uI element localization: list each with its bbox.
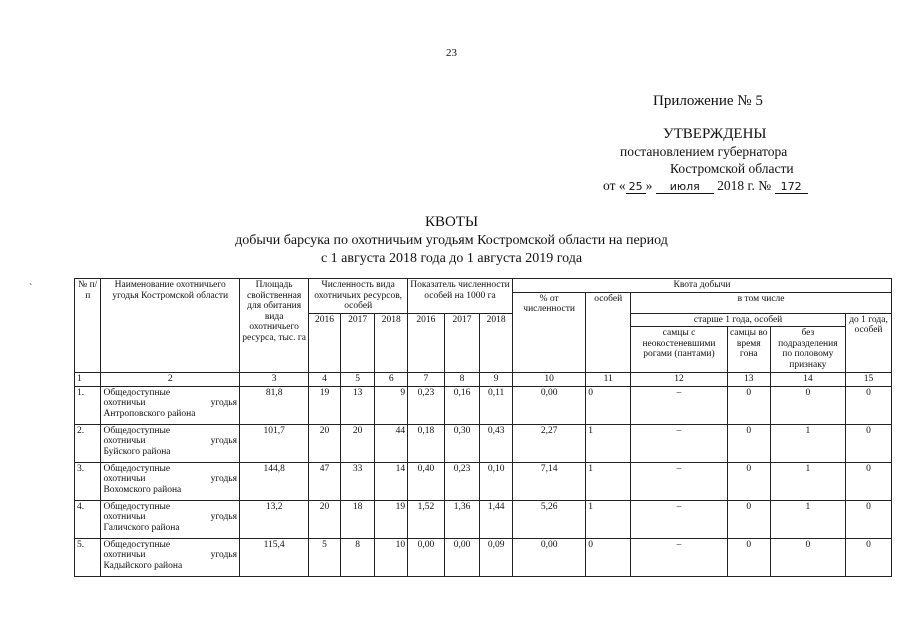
- row-area: 13,2: [240, 500, 309, 538]
- row-density-2016: 0,00: [408, 538, 445, 576]
- col-number: 7: [408, 373, 445, 387]
- name-word: угодья: [210, 550, 237, 560]
- document-title: КВОТЫ: [424, 214, 479, 230]
- row-rut: 0: [727, 500, 770, 538]
- header-area: Площадь свойственная для обитания вида охотничьего ресурса, тыс. га: [240, 279, 309, 373]
- name-line: Буйского района: [103, 446, 171, 457]
- table-row: [75, 500, 892, 538]
- name-line: Общедоступные: [103, 501, 171, 512]
- row-area: 115,4: [240, 538, 309, 576]
- row-density-2016: 0,40: [408, 462, 445, 500]
- header-nosex: без подразделения по половому признаку: [770, 327, 845, 373]
- row-individuals: 0: [586, 538, 631, 576]
- row-count-2016: 47: [309, 462, 341, 500]
- row-num: 2.: [75, 424, 101, 462]
- name-word: охотничьи: [103, 474, 146, 484]
- row-num: 4.: [75, 500, 101, 538]
- header-percent: % от численности: [512, 292, 585, 373]
- row-under1: 0: [846, 386, 892, 424]
- row-percent: 0,00: [512, 386, 585, 424]
- name-line: Галичского района: [103, 522, 180, 533]
- name-word: угодья: [210, 474, 237, 484]
- table-row: [75, 424, 892, 462]
- header-males: самцы с неокостеневшими рогами (пантами): [631, 327, 728, 373]
- col-number: 8: [444, 373, 480, 387]
- header-including: в том числе: [631, 292, 892, 313]
- row-density-2016: 0,18: [408, 424, 445, 462]
- row-count-2017: 20: [340, 424, 375, 462]
- name-word: охотничьи: [103, 512, 146, 522]
- name-word: охотничьи: [103, 550, 146, 560]
- row-count-2016: 20: [309, 500, 341, 538]
- header-2018-count: 2018: [375, 313, 408, 373]
- row-nosex: 0: [770, 386, 845, 424]
- date-year: 2018 г. №: [717, 178, 772, 193]
- header-name: Наименование охотничьего угодья Костромской области: [101, 279, 240, 373]
- row-individuals: 1: [586, 462, 631, 500]
- col-number: 10: [512, 373, 585, 387]
- header-rut: самцы во время гона: [727, 327, 770, 373]
- name-word: угодья: [210, 512, 237, 522]
- name-line: Общедоступные: [103, 387, 171, 398]
- row-count-2018: 14: [375, 462, 408, 500]
- header-individuals: особей: [586, 292, 631, 373]
- name-line: Общедоступные: [103, 425, 171, 436]
- row-individuals: 0: [586, 386, 631, 424]
- row-individuals: 1: [586, 500, 631, 538]
- name-line: Общедоступные: [103, 463, 171, 474]
- header-density: Показатель численности особей на 1000 га: [408, 279, 513, 314]
- row-nosex: 0: [770, 538, 845, 576]
- col-number: 1: [75, 373, 101, 387]
- row-density-2017: 0,30: [444, 424, 480, 462]
- row-count-2018: 19: [375, 500, 408, 538]
- name-line: Антроповского района: [103, 408, 196, 419]
- header-2017-count: 2017: [340, 313, 375, 373]
- row-area: 101,7: [240, 424, 309, 462]
- margin-mark: `: [29, 283, 33, 294]
- page-number: 23: [446, 47, 457, 59]
- header-2016-density: 2016: [408, 313, 445, 373]
- col-number: 14: [770, 373, 845, 387]
- row-rut: 0: [727, 538, 770, 576]
- row-density-2016: 1,52: [408, 500, 445, 538]
- quota-table: [74, 278, 892, 577]
- col-number: 4: [309, 373, 341, 387]
- date-prefix: от «: [603, 178, 626, 193]
- column-number-row: [75, 373, 892, 387]
- row-males: –: [631, 424, 728, 462]
- name-word: угодья: [210, 398, 237, 408]
- row-name: [101, 462, 240, 500]
- row-rut: 0: [727, 386, 770, 424]
- row-individuals: 1: [586, 424, 631, 462]
- col-number: 5: [340, 373, 375, 387]
- row-count-2017: 18: [340, 500, 375, 538]
- row-males: –: [631, 538, 728, 576]
- row-name: [101, 424, 240, 462]
- header-under1: до 1 года, особей: [846, 313, 892, 373]
- row-count-2016: 20: [309, 424, 341, 462]
- header-2017-density: 2017: [444, 313, 480, 373]
- row-count-2018: 44: [375, 424, 408, 462]
- row-count-2017: 13: [340, 386, 375, 424]
- row-density-2017: 0,16: [444, 386, 480, 424]
- name-word: охотничьи: [103, 436, 146, 446]
- header-older: старше 1 года, особей: [631, 313, 846, 327]
- col-number: 13: [727, 373, 770, 387]
- row-males: –: [631, 386, 728, 424]
- date-mid: »: [645, 178, 653, 193]
- approval-title: УТВЕРЖДЕНЫ: [663, 126, 767, 142]
- row-num: 1.: [75, 386, 101, 424]
- row-percent: 2,27: [512, 424, 585, 462]
- row-nosex: 1: [770, 424, 845, 462]
- col-number: 3: [240, 373, 309, 387]
- row-males: –: [631, 500, 728, 538]
- row-count-2017: 8: [340, 538, 375, 576]
- approval-line2: Костромской области: [670, 161, 794, 176]
- document-subtitle-1: добычи барсука по охотничьим угодьям Костромской области на период: [235, 233, 668, 248]
- row-percent: 7,14: [512, 462, 585, 500]
- row-area: 81,8: [240, 386, 309, 424]
- approval-line1: постановлением губернатора: [620, 144, 788, 159]
- row-nosex: 1: [770, 462, 845, 500]
- row-density-2018: 0,09: [480, 538, 513, 576]
- header-num: № п/п: [75, 279, 101, 373]
- row-name: [101, 386, 240, 424]
- row-density-2018: 0,11: [480, 386, 513, 424]
- header-quota: Квота добычи: [512, 279, 891, 293]
- row-num: 3.: [75, 462, 101, 500]
- row-count-2018: 10: [375, 538, 408, 576]
- col-number: 9: [480, 373, 513, 387]
- row-count-2017: 33: [340, 462, 375, 500]
- header-row-1: [75, 279, 892, 293]
- row-density-2016: 0,23: [408, 386, 445, 424]
- row-density-2017: 0,00: [444, 538, 480, 576]
- row-under1: 0: [846, 500, 892, 538]
- row-density-2017: 1,36: [444, 500, 480, 538]
- date-month: июля: [656, 180, 714, 194]
- row-num: 5.: [75, 538, 101, 576]
- row-under1: 0: [846, 538, 892, 576]
- date-day: 25: [626, 180, 646, 194]
- row-under1: 0: [846, 462, 892, 500]
- row-count-2016: 19: [309, 386, 341, 424]
- col-number: 6: [375, 373, 408, 387]
- approval-date-line: [603, 178, 808, 194]
- name-line: Кадыйского района: [103, 560, 183, 571]
- row-count-2018: 9: [375, 386, 408, 424]
- row-percent: 5,26: [512, 500, 585, 538]
- row-percent: 0,00: [512, 538, 585, 576]
- row-rut: 0: [727, 424, 770, 462]
- row-name: [101, 538, 240, 576]
- name-line: Общедоступные: [103, 539, 171, 550]
- table-row: [75, 386, 892, 424]
- col-number: 11: [586, 373, 631, 387]
- col-number: 12: [631, 373, 728, 387]
- name-word: угодья: [210, 436, 237, 446]
- row-name: [101, 500, 240, 538]
- col-number: 2: [101, 373, 240, 387]
- row-area: 144,8: [240, 462, 309, 500]
- header-2016-count: 2016: [309, 313, 341, 373]
- col-number: 15: [846, 373, 892, 387]
- row-under1: 0: [846, 424, 892, 462]
- row-nosex: 1: [770, 500, 845, 538]
- row-density-2018: 0,10: [480, 462, 513, 500]
- decree-number: 172: [775, 180, 808, 194]
- row-males: –: [631, 462, 728, 500]
- header-2018-density: 2018: [480, 313, 513, 373]
- row-rut: 0: [727, 462, 770, 500]
- table-row: [75, 538, 892, 576]
- appendix-label: Приложение № 5: [653, 93, 763, 109]
- name-word: охотничьи: [103, 398, 146, 408]
- row-density-2018: 0,43: [480, 424, 513, 462]
- row-density-2017: 0,23: [444, 462, 480, 500]
- table-row: [75, 462, 892, 500]
- name-line: Вохомского района: [103, 484, 182, 495]
- document-subtitle-2: с 1 августа 2018 года до 1 августа 2019 года: [320, 251, 583, 266]
- row-count-2016: 5: [309, 538, 341, 576]
- header-count: Численность вида охотничьих ресурсов, особей: [309, 279, 408, 314]
- row-density-2018: 1,44: [480, 500, 513, 538]
